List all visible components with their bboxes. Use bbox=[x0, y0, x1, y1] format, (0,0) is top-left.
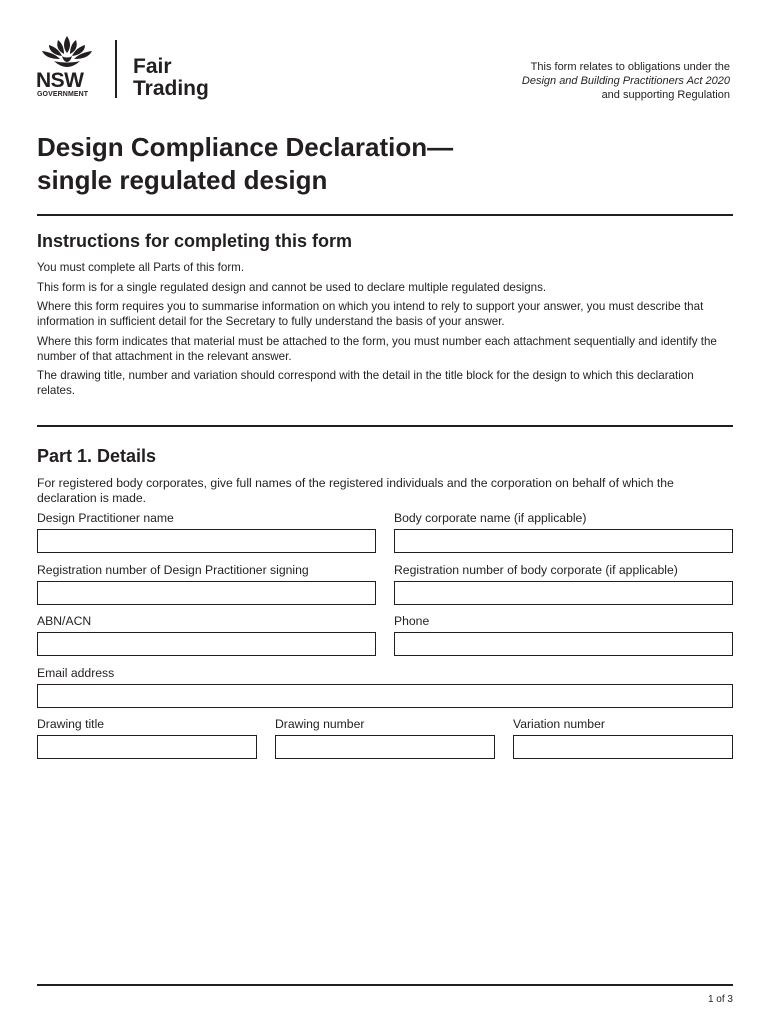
practitioner-registration-number-label: Registration number of Design Practitioner signing bbox=[37, 563, 309, 577]
waratah-icon bbox=[36, 34, 98, 70]
instruction-paragraph: Where this form indicates that material must be attached to the form, you must number each attachment sequentially and identify the number of that attachment in the relevant answer. bbox=[37, 334, 717, 363]
email-address-label: Email address bbox=[37, 666, 115, 680]
abn-acn-field[interactable] bbox=[37, 632, 376, 656]
drawing-title-field[interactable] bbox=[37, 735, 257, 759]
variation-number-field[interactable] bbox=[513, 735, 733, 759]
instructions-body bbox=[37, 260, 733, 403]
note-line-1: This form relates to obligations under the bbox=[530, 61, 730, 73]
instruction-paragraph: Where this form requires you to summarise information on which you intend to rely to support your answer, you must describe that information in sufficient detail for the Secretary to fully understand the basis of your answer. bbox=[37, 300, 704, 328]
title-divider bbox=[37, 214, 733, 216]
body-corporate-name-label: Body corporate name (if applicable) bbox=[394, 511, 587, 525]
title-line-2: single regulated design bbox=[37, 165, 328, 195]
part1-intro: For registered body corporates, give full names of the registered individuals and the corporation on behalf of which the declaration is made. bbox=[37, 476, 674, 505]
legislation-note bbox=[522, 60, 730, 102]
body-corporate-name-field[interactable] bbox=[394, 529, 733, 553]
instruction-paragraph: The drawing title, number and variation should correspond with the detail in the title block for the design to which this declaration relates. bbox=[37, 369, 694, 397]
body-corporate-registration-number-label: Registration number of body corporate (if applicable) bbox=[394, 563, 678, 577]
drawing-number-field[interactable] bbox=[275, 735, 495, 759]
drawing-title-label: Drawing title bbox=[37, 717, 105, 731]
design-practitioner-name-label: Design Practitioner name bbox=[37, 511, 174, 525]
drawing-number-label: Drawing number bbox=[275, 717, 365, 731]
instructions-heading: Instructions for completing this form bbox=[37, 231, 353, 251]
title-line-1: Design Compliance Declaration— bbox=[37, 132, 454, 162]
nsw-wordmark: NSW bbox=[36, 69, 84, 92]
instruction-paragraph: You must complete all Parts of this form. bbox=[37, 261, 245, 274]
nsw-fair-trading-logo bbox=[36, 34, 226, 102]
phone-field[interactable] bbox=[394, 632, 733, 656]
variation-number-label: Variation number bbox=[513, 717, 605, 731]
fair-trading-wordmark bbox=[133, 56, 209, 100]
body-corporate-registration-number-field[interactable] bbox=[394, 581, 733, 605]
page-title bbox=[37, 131, 453, 197]
instruction-paragraph: This form is for a single regulated design and cannot be used to declare multiple regulated designs. bbox=[37, 280, 547, 294]
government-wordmark: GOVERNMENT bbox=[37, 91, 89, 98]
brand-line-1: Fair bbox=[133, 55, 172, 78]
logo-divider bbox=[115, 40, 117, 98]
section-divider bbox=[37, 425, 733, 427]
part1-heading: Part 1. Details bbox=[37, 446, 157, 466]
abn-acn-label: ABN/ACN bbox=[37, 614, 92, 628]
practitioner-registration-number-field[interactable] bbox=[37, 581, 376, 605]
page-number: 1 of 3 bbox=[707, 994, 733, 1005]
footer-divider bbox=[37, 984, 733, 986]
email-address-field[interactable] bbox=[37, 684, 733, 708]
design-practitioner-name-field[interactable] bbox=[37, 529, 376, 553]
note-line-3: and supporting Regulation bbox=[601, 89, 730, 101]
phone-label: Phone bbox=[394, 614, 430, 628]
brand-line-2: Trading bbox=[133, 77, 209, 100]
note-line-2: Design and Building Practitioners Act 2020 bbox=[521, 75, 730, 87]
